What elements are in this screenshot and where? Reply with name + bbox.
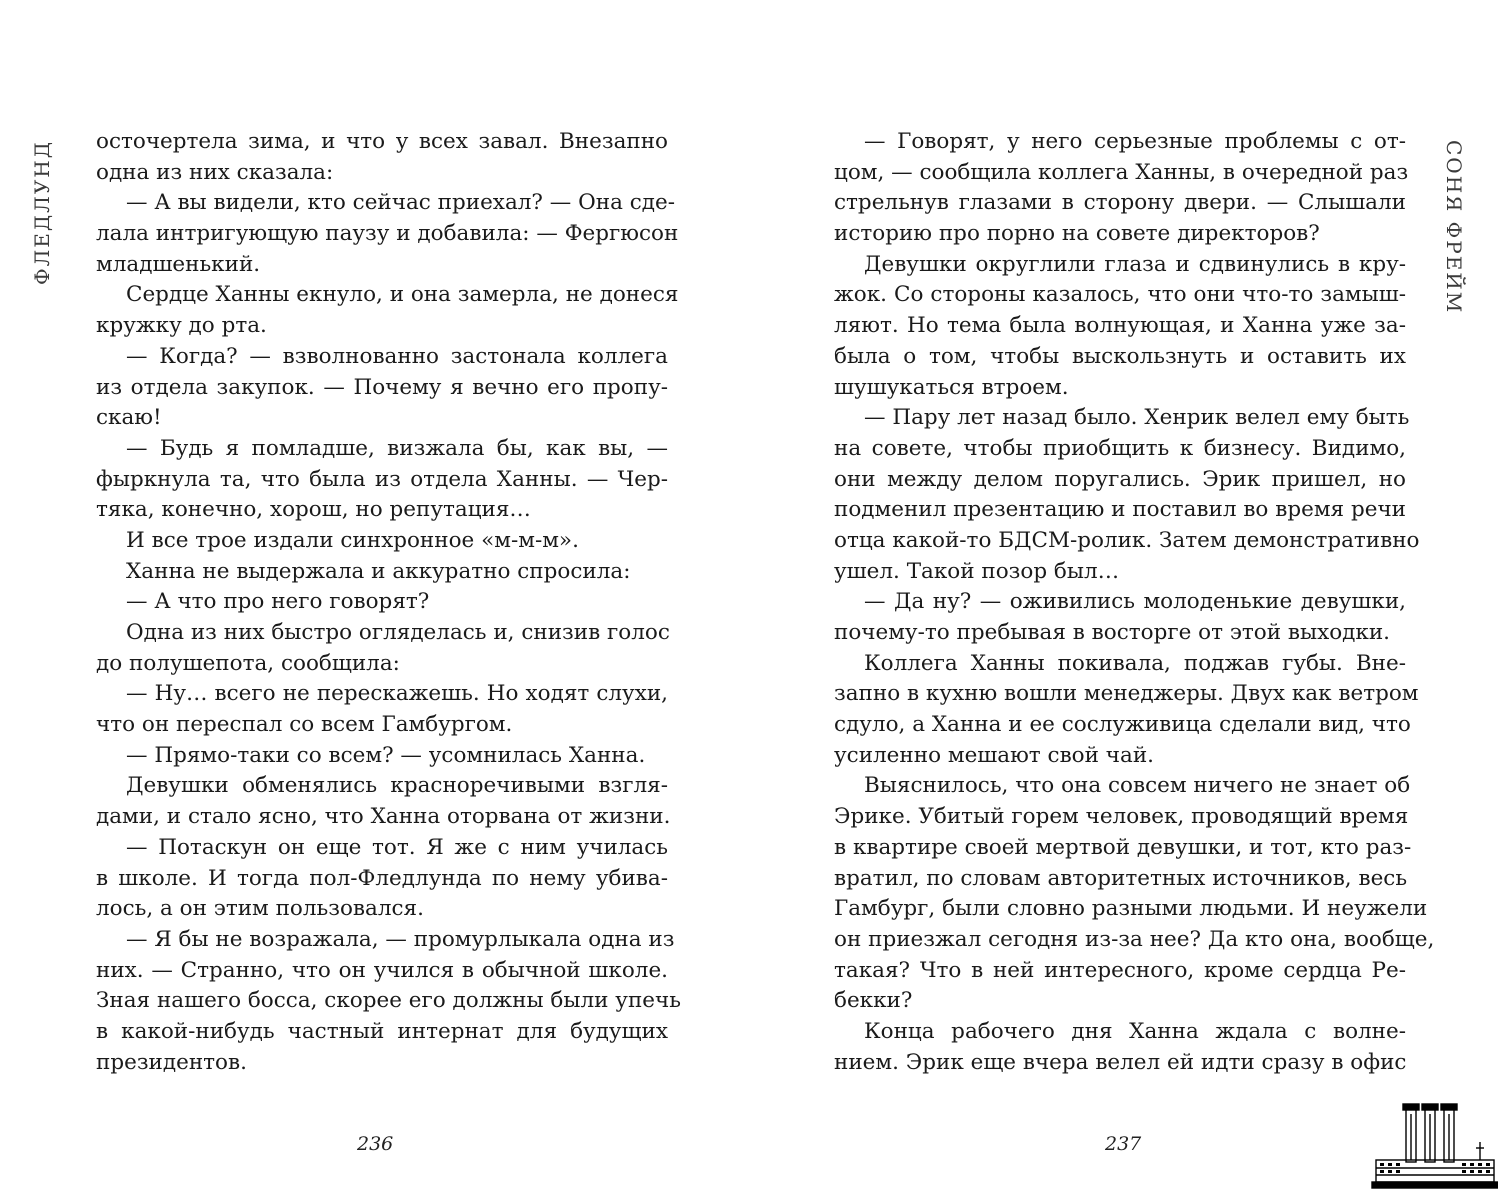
left-page-text xyxy=(96,127,681,1078)
text-line: что он переспал со всем Гамбургом. xyxy=(96,712,513,738)
text-line: они между делом поругались. Эрик пришел, но xyxy=(834,466,1406,492)
text-line: младшенький. xyxy=(96,251,261,277)
running-head-author: ФЛЕДЛУНД xyxy=(30,140,54,285)
text-line: из отдела закупок. — Почему я вечно его пропу- xyxy=(96,374,668,400)
text-line: — Ну… всего не перескажешь. Но ходят слухи, xyxy=(126,681,668,707)
text-line: Гамбург, были словно разными людьми. И неужели xyxy=(834,896,1428,922)
text-line: — Пару лет назад было. Хенрик велел ему быть xyxy=(864,405,1410,431)
text-line: Девушки обменялись красноречивыми взгля- xyxy=(126,773,668,799)
text-line: — Говорят, у него серьезные проблемы с от- xyxy=(864,129,1406,154)
text-line: в какой-нибудь частный интернат для будущих xyxy=(96,1018,668,1044)
text-line: Зная нашего босса, скорее его должны были упечь xyxy=(96,988,681,1014)
page-number-left: 236 xyxy=(357,1133,394,1155)
text-line: сдуло, а Ханна и ее сослуживица сделали вид, что xyxy=(834,712,1411,738)
right-page xyxy=(750,0,1500,1200)
text-line: Конца рабочего дня Ханна ждала с волне- xyxy=(864,1018,1406,1044)
text-line: И все трое издали синхронное «м-м-м». xyxy=(126,527,579,553)
text-line: одна из них сказала: xyxy=(96,159,334,185)
text-line: — А что про него говорят? xyxy=(126,589,430,615)
text-line: фыркнула та, что была из отдела Ханны. — Чер- xyxy=(96,466,668,492)
text-line: Эрике. Убитый горем человек, проводящий время xyxy=(834,804,1409,830)
text-line: лось, а он этим пользовался. xyxy=(96,896,424,922)
text-line: он приезжал сегодня из-за нее? Да кто она, вообще, xyxy=(834,926,1435,952)
text-line: Ханна не выдержала и аккуратно спросила: xyxy=(126,558,631,584)
text-line: жок. Со стороны казалось, что они что-то замыш- xyxy=(834,282,1406,308)
text-line: на совете, чтобы приобщить к бизнесу. Видимо, xyxy=(834,435,1406,461)
text-line: — Я бы не возражала, — промурлыкала одна из xyxy=(126,926,675,952)
text-line: Одна из них быстро огляделась и, снизив голос xyxy=(126,620,670,645)
text-line: запно в кухню вошли менеджеры. Двух как ветром xyxy=(834,681,1419,707)
text-line: осточертела зима, и что у всех завал. Внезапно xyxy=(96,129,668,154)
page-number-right: 237 xyxy=(1105,1133,1142,1155)
text-line: скаю! xyxy=(96,405,162,431)
text-line: подменил презентацию и поставил во время речи xyxy=(834,497,1406,523)
text-line: Девушки округлили глаза и сдвинулись в кру- xyxy=(864,251,1406,277)
text-line: шушукаться втроем. xyxy=(834,374,1069,400)
text-line: Коллега Ханны покивала, поджав губы. Вне- xyxy=(864,650,1406,676)
text-line: до полушепота, сообщила: xyxy=(96,650,400,676)
text-line: лала интригующую паузу и добавила: — Фергюсон xyxy=(96,221,679,247)
text-line: такая? Что в ней интересного, кроме сердца Ре- xyxy=(834,957,1406,983)
text-line: отца какой-то БДСМ-ролик. Затем демонстративно xyxy=(834,527,1420,553)
factory-icon xyxy=(1368,1100,1498,1190)
right-page-text xyxy=(834,127,1435,1078)
text-line: — А вы видели, кто сейчас приехал? — Она сде- xyxy=(126,190,675,216)
text-line: — Да ну? — оживились молоденькие девушки, xyxy=(864,589,1406,615)
text-line: нием. Эрик еще вчера велел ей идти сразу в офис xyxy=(834,1049,1407,1075)
text-line: почему-то пребывая в восторге от этой выходки. xyxy=(834,620,1391,645)
text-line: — Когда? — взволнованно застонала коллега xyxy=(126,343,668,369)
text-line: кружку до рта. xyxy=(96,313,267,339)
text-line: тяка, конечно, хорош, но репутация… xyxy=(96,497,531,523)
text-line: была о том, чтобы выскользнуть и оставить их xyxy=(834,343,1406,369)
text-line: историю про порно на совете директоров? xyxy=(834,221,1320,247)
text-line: них. — Странно, что он учился в обычной школе. xyxy=(96,957,668,983)
text-line: ушел. Такой позор был… xyxy=(834,558,1120,584)
text-line: — Будь я помладше, визжала бы, как вы, — xyxy=(126,435,668,461)
text-line: — Прямо-таки со всем? — усомнилась Ханна. xyxy=(126,742,646,768)
text-line: вратил, по словам авторитетных источников, весь xyxy=(834,865,1408,891)
text-line: цом, — сообщила коллега Ханны, в очередной раз xyxy=(834,159,1409,185)
text-line: бекки? xyxy=(834,988,913,1014)
text-line: усиленно мешают свой чай. xyxy=(834,742,1154,768)
text-line: Выяснилось, что она совсем ничего не знает об xyxy=(864,773,1411,799)
text-line: Сердце Ханны екнуло, и она замерла, не донеся xyxy=(126,282,679,308)
text-line: в школе. И тогда пол-Фледлунда по нему убива- xyxy=(96,865,668,891)
text-line: президентов. xyxy=(96,1049,247,1075)
text-line: дами, и стало ясно, что Ханна оторвана от жизни. xyxy=(96,804,671,830)
text-line: в квартире своей мертвой девушки, и тот, кто раз- xyxy=(834,834,1412,860)
running-head-book-author: СОНЯ ФРЕЙМ xyxy=(1442,140,1466,315)
text-line: стрельнув глазами в сторону двери. — Слышали xyxy=(834,190,1406,216)
text-line: — Потаскун он еще тот. Я же с ним училась xyxy=(126,834,668,860)
text-line: ляют. Но тема была волнующая, и Ханна уже за- xyxy=(834,313,1406,339)
